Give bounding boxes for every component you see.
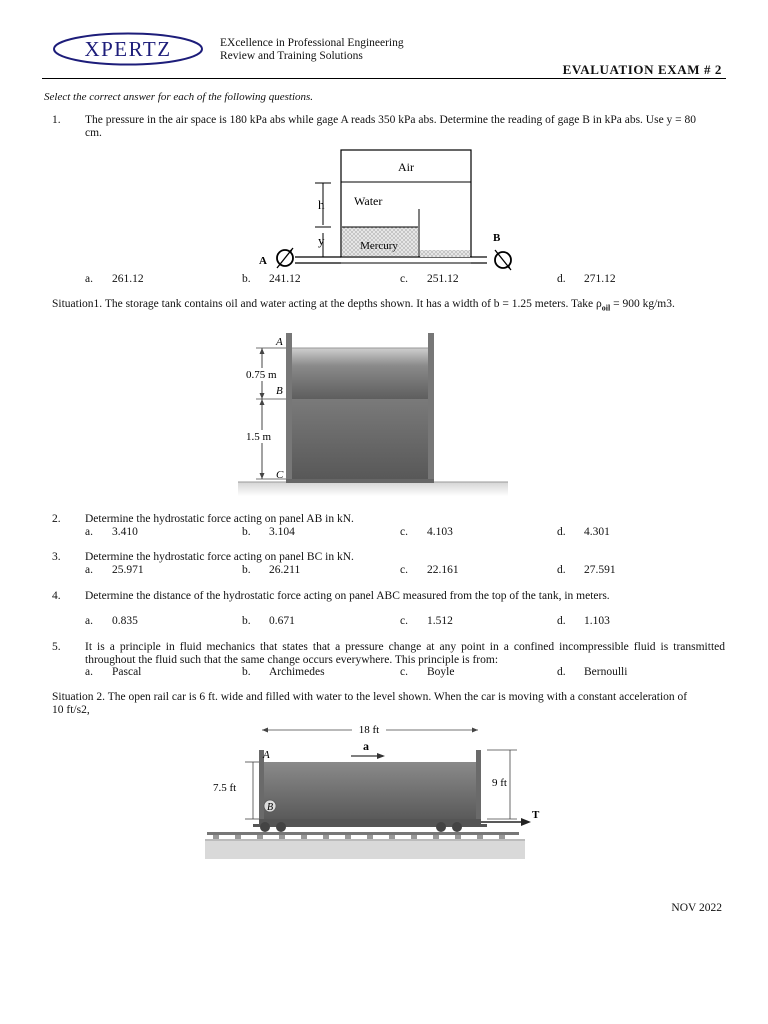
q1-text: The pressure in the air space is 180 kPa abs while gage A reads 350 kPa abs. Determine the reading of gage B in kPa abs. Use y = 80 cm. xyxy=(85,114,697,139)
point-b-label: B xyxy=(276,385,283,397)
gage-b-label: B xyxy=(493,232,501,244)
q5-option-a[interactable]: a. Pascal xyxy=(85,666,142,678)
q3-option-b[interactable]: b. 26.211 xyxy=(242,564,301,576)
q5-text: It is a principle in fluid mechanics that states that a pressure change at any point in a confined incompressible fluid is transmitted throughout the fluid such that the same change occurs everywhere. This principle is from: xyxy=(85,641,725,666)
point-a-label: A xyxy=(276,336,283,348)
q3-text: Determine the hydrostatic force acting on panel BC in kN. xyxy=(85,551,354,563)
footer-date: NOV 2022 xyxy=(671,902,722,914)
situation-2-text: Situation 2. The open rail car is 6 ft. wide and filled with water to the level shown. When the car is moving with a constant acceleration of 10 ft/s2, xyxy=(52,691,688,716)
q1-option-a[interactable]: a. 261.12 xyxy=(85,273,144,285)
exam-title: EVALUATION EXAM # 2 xyxy=(562,62,722,77)
q5-option-d[interactable]: d. Bernoulli xyxy=(557,666,628,678)
q3-option-d[interactable]: d. 27.591 xyxy=(557,564,616,576)
q4-option-c[interactable]: c. 1.512 xyxy=(400,615,453,627)
q2-option-b[interactable]: b. 3.104 xyxy=(242,526,295,538)
tension-label: T xyxy=(532,809,540,821)
q1-option-c[interactable]: c. 251.12 xyxy=(400,273,459,285)
q3-option-c[interactable]: c. 22.161 xyxy=(400,564,459,576)
q2-option-d[interactable]: d. 4.301 xyxy=(557,526,610,538)
gage-a-label: A xyxy=(259,255,267,267)
q4-number: 4. xyxy=(52,590,61,602)
xpertz-logo xyxy=(52,32,204,66)
q1-figure-manometer xyxy=(255,147,535,271)
depth-075-label: 0.75 m xyxy=(246,369,277,381)
q1-number: 1. xyxy=(52,114,61,126)
situation-1-tank-figure xyxy=(238,330,508,496)
q5-options xyxy=(85,666,725,679)
point-c-label: C xyxy=(276,469,284,481)
corner-a-label: A xyxy=(263,749,270,761)
q3-number: 3. xyxy=(52,551,61,563)
instructions: Select the correct answer for each of the following questions. xyxy=(44,91,314,103)
q5-number: 5. xyxy=(52,641,61,653)
q4-text: Determine the distance of the hydrostatic force acting on panel ABC measured from the top of the tank, in meters. xyxy=(85,590,610,602)
q3-option-a[interactable]: a. 25.971 xyxy=(85,564,144,576)
q2-option-c[interactable]: c. 4.103 xyxy=(400,526,453,538)
width-18ft-label: 18 ft xyxy=(358,724,380,736)
q3-options xyxy=(85,564,725,577)
situation-1-text: Situation1. The storage tank contains oil and water acting at the depths shown. It has a width of b = 1.25 meters. Take $\rho_{oil} = 900$ kg/m3. xyxy=(52,298,675,313)
q2-text: Determine the hydrostatic force acting on panel AB in kN. xyxy=(85,513,354,525)
logo-text: XPERTZ xyxy=(84,37,172,61)
mercury-label: Mercury xyxy=(360,240,398,252)
corner-b-label: B xyxy=(266,802,274,813)
q1-option-d[interactable]: d. 271.12 xyxy=(557,273,616,285)
right-height-label: 9 ft xyxy=(492,777,507,789)
org-line-1: EXcellence in Professional Engineering xyxy=(220,37,404,49)
org-line-2: Review and Training Solutions xyxy=(220,50,363,62)
q5-option-b[interactable]: b. Archimedes xyxy=(242,666,325,678)
q4-option-d[interactable]: d. 1.103 xyxy=(557,615,610,627)
h-label: h xyxy=(318,197,325,212)
situation-2-railcar-figure xyxy=(205,722,545,862)
organization-name xyxy=(220,37,404,63)
left-height-label: 7.5 ft xyxy=(213,782,237,794)
water-label: Water xyxy=(354,194,383,208)
q1-options xyxy=(85,273,725,286)
y-label: y xyxy=(318,233,325,248)
q4-option-b[interactable]: b. 0.671 xyxy=(242,615,295,627)
q2-options xyxy=(85,526,725,539)
q5-option-c[interactable]: c. Boyle xyxy=(400,666,455,678)
header-divider xyxy=(42,78,726,79)
q2-number: 2. xyxy=(52,513,61,525)
depth-15-label: 1.5 m xyxy=(246,431,272,443)
q4-option-a[interactable]: a. 0.835 xyxy=(85,615,138,627)
q4-options xyxy=(85,615,725,628)
accel-label: a xyxy=(363,739,369,753)
q2-option-a[interactable]: a. 3.410 xyxy=(85,526,138,538)
q1-option-b[interactable]: b. 241.12 xyxy=(242,273,301,285)
air-label: Air xyxy=(398,160,414,174)
